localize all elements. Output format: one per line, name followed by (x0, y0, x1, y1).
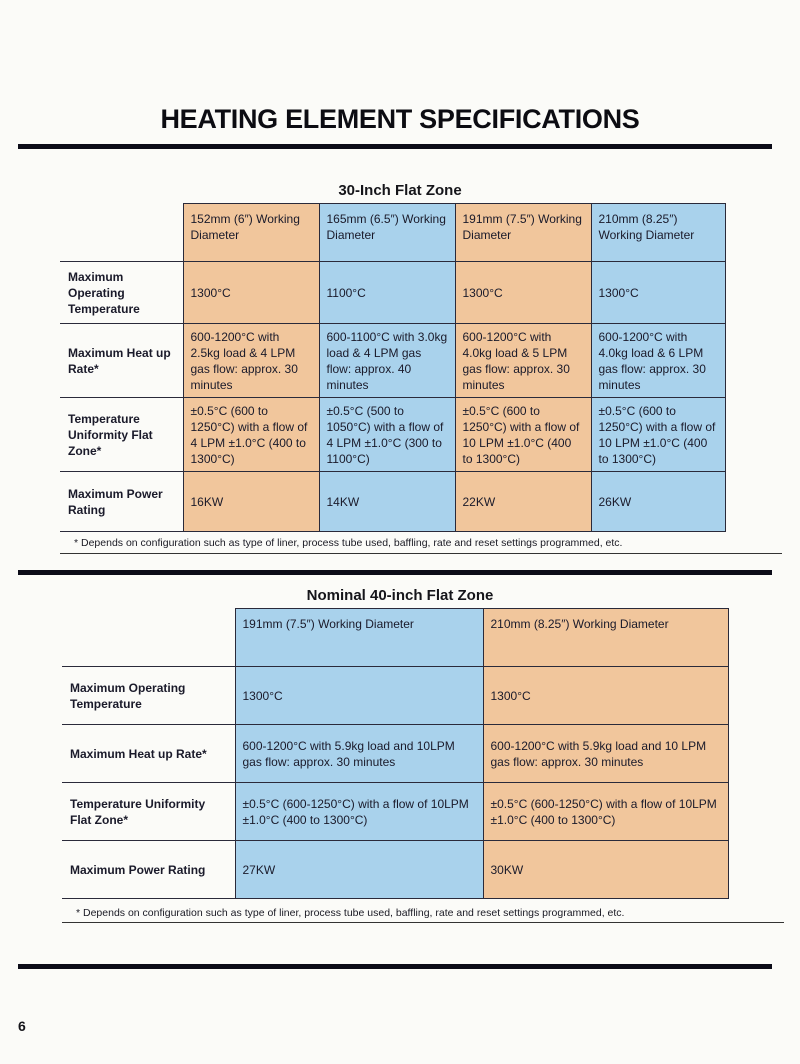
table1-row-label: Maximum Operating Temperature (60, 262, 183, 324)
table1-row (60, 472, 725, 532)
table2-row-label: Maximum Operating Temperature (62, 667, 235, 725)
table2-title: Nominal 40-inch Flat Zone (306, 587, 494, 604)
table1-cell: ±0.5°C (600 to 1250°C) with a flow of 10 LPM ±1.0°C (400 to 1300°C) (455, 398, 591, 472)
table2-cell: ±0.5°C (600-1250°C) with a flow of 10LPM ±1.0°C (400 to 1300°C) (483, 783, 728, 841)
table1-corner-cell (60, 204, 183, 262)
table2-row-label: Maximum Power Rating (62, 841, 235, 899)
table1-row-label: Temperature Uniformity Flat Zone* (60, 398, 183, 472)
table1-row (60, 398, 725, 472)
table1-cell: ±0.5°C (500 to 1050°C) with a flow of 4 LPM ±1.0°C (300 to 1100°C) (319, 398, 455, 472)
table2-row-label: Temperature Uniformity Flat Zone* (62, 783, 235, 841)
table1-header-cell: 210mm (8.25″) Working Diameter (591, 204, 725, 262)
table1-header-row (60, 204, 725, 262)
table1-cell: 600-1100°C with 3.0kg load & 4 LPM gas flow: approx. 40 minutes (319, 324, 455, 398)
table1-cell: 600-1200°C with 4.0kg load & 6 LPM gas flow: approx. 30 minutes (591, 324, 725, 398)
table1-row (60, 262, 725, 324)
table2-header-cell: 191mm (7.5″) Working Diameter (235, 609, 483, 667)
table2-footnote-rule (62, 922, 784, 923)
table1-cell: 600-1200°C with 2.5kg load & 4 LPM gas flow: approx. 30 minutes (183, 324, 319, 398)
table2-body (62, 609, 728, 899)
table1-cell: ±0.5°C (600 to 1250°C) with a flow of 10 LPM ±1.0°C (400 to 1300°C) (591, 398, 725, 472)
table1-header-cell: 191mm (7.5″) Working Diameter (455, 204, 591, 262)
table2-header-row (62, 609, 728, 667)
section-divider (18, 570, 772, 575)
table2-cell: 1300°C (235, 667, 483, 725)
table2-cell: ±0.5°C (600-1250°C) with a flow of 10LPM ±1.0°C (400 to 1300°C) (235, 783, 483, 841)
table2-cell: 600-1200°C with 5.9kg load and 10LPM gas flow: approx. 30 minutes (235, 725, 483, 783)
page-title: HEATING ELEMENT SPECIFICATIONS (160, 104, 640, 134)
table1-cell: ±0.5°C (600 to 1250°C) with a flow of 4 LPM ±1.0°C (400 to 1300°C) (183, 398, 319, 472)
table1-title: 30-Inch Flat Zone (338, 182, 462, 199)
table1-cell: 1100°C (319, 262, 455, 324)
table2-cell: 600-1200°C with 5.9kg load and 10 LPM gas flow: approx. 30 minutes (483, 725, 728, 783)
table1-row-label: Maximum Power Rating (60, 472, 183, 532)
table1-cell: 16KW (183, 472, 319, 532)
table2-corner-cell (62, 609, 235, 667)
table1-header-cell: 165mm (6.5″) Working Diameter (319, 204, 455, 262)
table1-cell: 1300°C (591, 262, 725, 324)
table1-header-cell: 152mm (6″) Working Diameter (183, 204, 319, 262)
title-rule (18, 144, 772, 149)
table1-footnote: * Depends on configuration such as type of liner, process tube used, baffling, rate and reset settings programmed, etc. (74, 537, 623, 549)
table1-body (60, 204, 725, 532)
table1-cell: 22KW (455, 472, 591, 532)
table2-cell: 1300°C (483, 667, 728, 725)
table2-row (62, 783, 728, 841)
table2-cell: 30KW (483, 841, 728, 899)
table2-cell: 27KW (235, 841, 483, 899)
table2-footnote: * Depends on configuration such as type of liner, process tube used, baffling, rate and reset settings programmed, etc. (76, 907, 625, 919)
table1-row-label: Maximum Heat up Rate* (60, 324, 183, 398)
table2 (62, 608, 729, 899)
table1-cell: 1300°C (183, 262, 319, 324)
table1-cell: 600-1200°C with 4.0kg load & 5 LPM gas flow: approx. 30 minutes (455, 324, 591, 398)
table1-row (60, 324, 725, 398)
page-number: 6 (18, 1018, 26, 1034)
table1-cell: 1300°C (455, 262, 591, 324)
table2-row (62, 667, 728, 725)
table1-cell: 26KW (591, 472, 725, 532)
table2-row (62, 841, 728, 899)
table1-cell: 14KW (319, 472, 455, 532)
table2-row-label: Maximum Heat up Rate* (62, 725, 235, 783)
table2-row (62, 725, 728, 783)
bottom-rule (18, 964, 772, 969)
table2-header-cell: 210mm (8.25″) Working Diameter (483, 609, 728, 667)
table1 (60, 203, 726, 532)
table1-footnote-rule (60, 553, 782, 554)
